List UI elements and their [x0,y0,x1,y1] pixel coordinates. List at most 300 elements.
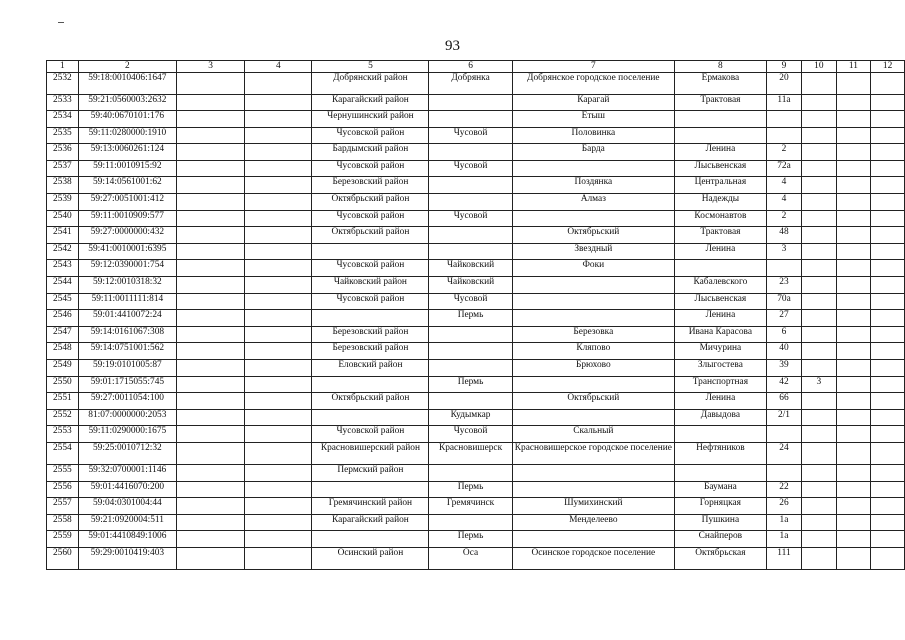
settlement-cell: Барда [512,144,674,161]
settlement-cell: Звездный [512,243,674,260]
cadastral-number-cell: 59:13:0060261:124 [78,144,176,161]
city-cell: Пермь [429,310,512,327]
column-4-cell [245,194,312,211]
house-cell: 26 [766,498,801,515]
column-11-cell [836,72,871,94]
column-11-cell [836,243,871,260]
column-12-cell [871,326,905,343]
house-cell [766,464,801,481]
column-12-cell [871,227,905,244]
column-4-cell [245,426,312,443]
district-cell: Чусовской район [312,160,429,177]
house-cell: 2 [766,144,801,161]
column-12-cell [871,194,905,211]
cadastral-number-cell: 59:32:0700001:1146 [78,464,176,481]
settlement-cell [512,409,674,426]
column-10-cell [802,111,837,128]
column-3-cell [177,160,245,177]
registry-table [46,60,905,570]
district-cell: Березовский район [312,343,429,360]
city-cell [429,464,512,481]
column-10-cell [802,481,837,498]
column-10-cell [802,277,837,294]
district-cell: Пермский район [312,464,429,481]
column-4-cell [245,409,312,426]
column-4-cell [245,94,312,111]
column-3-cell [177,277,245,294]
cadastral-number-cell: 59:41:0010001:6395 [78,243,176,260]
city-cell [429,177,512,194]
district-cell: Чернушинский район [312,111,429,128]
row-number-cell: 2545 [47,293,79,310]
column-11-cell [836,310,871,327]
column-12-cell [871,260,905,277]
column-10-cell: 3 [802,376,837,393]
column-11-cell [836,293,871,310]
table-row [47,426,905,443]
settlement-cell: Поздянка [512,177,674,194]
house-cell: 70а [766,293,801,310]
cadastral-number-cell: 59:27:0011054:100 [78,393,176,410]
column-12-cell [871,442,905,464]
district-cell: Березовский район [312,326,429,343]
column-10-cell [802,293,837,310]
house-cell: 1а [766,531,801,548]
column-3-cell [177,326,245,343]
column-header: 2 [78,61,176,73]
city-cell: Чусовой [429,426,512,443]
house-cell: 72а [766,160,801,177]
column-11-cell [836,227,871,244]
city-cell: Пермь [429,376,512,393]
column-12-cell [871,360,905,377]
table-row [47,243,905,260]
settlement-cell [512,376,674,393]
street-cell: Октябрьская [674,547,766,569]
column-12-cell [871,514,905,531]
cadastral-number-cell: 59:12:0390001:754 [78,260,176,277]
column-4-cell [245,547,312,569]
column-12-cell [871,127,905,144]
column-4-cell [245,227,312,244]
house-cell: 11а [766,94,801,111]
street-cell: Давыдова [674,409,766,426]
column-10-cell [802,442,837,464]
column-11-cell [836,376,871,393]
column-10-cell [802,360,837,377]
district-cell [312,481,429,498]
settlement-cell: Кляпово [512,343,674,360]
column-11-cell [836,277,871,294]
house-cell: 4 [766,194,801,211]
column-11-cell [836,360,871,377]
column-header: 3 [177,61,245,73]
table-row [47,498,905,515]
column-12-cell [871,547,905,569]
street-cell: Пушкина [674,514,766,531]
column-10-cell [802,326,837,343]
column-3-cell [177,111,245,128]
house-cell [766,426,801,443]
street-cell: Ермакова [674,72,766,94]
cadastral-number-cell: 59:04:0301004:44 [78,498,176,515]
cadastral-number-cell: 59:01:4410849:1006 [78,531,176,548]
settlement-cell [512,210,674,227]
city-cell: Чусовой [429,160,512,177]
column-header: 12 [871,61,905,73]
district-cell: Еловский район [312,360,429,377]
column-10-cell [802,144,837,161]
row-number-cell: 2534 [47,111,79,128]
column-3-cell [177,144,245,161]
column-3-cell [177,127,245,144]
table-row [47,442,905,464]
cadastral-number-cell: 59:21:0920004:511 [78,514,176,531]
row-number-cell: 2546 [47,310,79,327]
column-4-cell [245,531,312,548]
table-row [47,277,905,294]
column-3-cell [177,498,245,515]
column-11-cell [836,160,871,177]
city-cell: Чайковский [429,260,512,277]
house-cell [766,111,801,128]
header-row [47,61,905,73]
column-12-cell [871,343,905,360]
settlement-cell: Менделеево [512,514,674,531]
cadastral-number-cell: 59:11:0010915:92 [78,160,176,177]
column-12-cell [871,531,905,548]
district-cell: Осинский район [312,547,429,569]
column-header: 7 [512,61,674,73]
column-3-cell [177,177,245,194]
column-12-cell [871,376,905,393]
row-number-cell: 2551 [47,393,79,410]
row-number-cell: 2537 [47,160,79,177]
column-12-cell [871,144,905,161]
district-cell: Чусовской район [312,260,429,277]
street-cell: Космонавтов [674,210,766,227]
column-3-cell [177,293,245,310]
column-4-cell [245,160,312,177]
street-cell: Баумана [674,481,766,498]
row-number-cell: 2549 [47,360,79,377]
column-12-cell [871,177,905,194]
street-cell: Снайперов [674,531,766,548]
column-4-cell [245,442,312,464]
column-11-cell [836,260,871,277]
cadastral-number-cell: 59:14:0561001:62 [78,177,176,194]
house-cell: 48 [766,227,801,244]
street-cell: Ленина [674,243,766,260]
house-cell: 40 [766,343,801,360]
column-11-cell [836,111,871,128]
column-4-cell [245,277,312,294]
table-row [47,127,905,144]
column-11-cell [836,464,871,481]
street-cell: Транспортная [674,376,766,393]
column-4-cell [245,326,312,343]
settlement-cell: Шумихинский [512,498,674,515]
street-cell: Лысьвенская [674,293,766,310]
column-4-cell [245,343,312,360]
table-row [47,464,905,481]
column-10-cell [802,514,837,531]
column-header: 4 [245,61,312,73]
scan-mark [58,22,64,23]
column-11-cell [836,547,871,569]
column-3-cell [177,409,245,426]
row-number-cell: 2558 [47,514,79,531]
column-12-cell [871,409,905,426]
district-cell: Чусовской район [312,293,429,310]
column-12-cell [871,293,905,310]
column-11-cell [836,409,871,426]
column-4-cell [245,144,312,161]
settlement-cell: Половинка [512,127,674,144]
settlement-cell [512,160,674,177]
cadastral-number-cell: 59:27:0051001:412 [78,194,176,211]
column-10-cell [802,343,837,360]
table-row [47,227,905,244]
house-cell [766,127,801,144]
row-number-cell: 2552 [47,409,79,426]
column-4-cell [245,498,312,515]
house-cell: 39 [766,360,801,377]
column-10-cell [802,310,837,327]
house-cell: 27 [766,310,801,327]
house-cell: 2/1 [766,409,801,426]
table-row [47,310,905,327]
city-cell [429,343,512,360]
cadastral-number-cell: 59:21:0560003:2632 [78,94,176,111]
cadastral-number-cell: 59:11:0280000:1910 [78,127,176,144]
city-cell: Красновишерск [429,442,512,464]
column-3-cell [177,210,245,227]
street-cell: Ленина [674,310,766,327]
column-10-cell [802,426,837,443]
street-cell: Ивана Карасова [674,326,766,343]
column-3-cell [177,531,245,548]
district-cell [312,531,429,548]
column-3-cell [177,343,245,360]
column-3-cell [177,393,245,410]
column-10-cell [802,194,837,211]
settlement-cell [512,277,674,294]
row-number-cell: 2533 [47,94,79,111]
district-cell: Бардымский район [312,144,429,161]
city-cell: Кудымкар [429,409,512,426]
column-11-cell [836,442,871,464]
row-number-cell: 2540 [47,210,79,227]
cadastral-number-cell: 59:19:0101005:87 [78,360,176,377]
street-cell: Ленина [674,393,766,410]
city-cell [429,326,512,343]
city-cell: Пермь [429,531,512,548]
street-cell [674,111,766,128]
column-12-cell [871,72,905,94]
column-11-cell [836,481,871,498]
row-number-cell: 2539 [47,194,79,211]
row-number-cell: 2553 [47,426,79,443]
district-cell: Чусовской район [312,210,429,227]
column-3-cell [177,464,245,481]
column-3-cell [177,442,245,464]
settlement-cell: Брюхово [512,360,674,377]
column-3-cell [177,194,245,211]
column-10-cell [802,260,837,277]
column-3-cell [177,243,245,260]
district-cell [312,376,429,393]
settlement-cell: Красновишерское городское поселение [512,442,674,464]
table-row [47,531,905,548]
street-cell [674,464,766,481]
column-11-cell [836,343,871,360]
row-number-cell: 2557 [47,498,79,515]
house-cell: 1а [766,514,801,531]
column-10-cell [802,531,837,548]
column-header: 10 [802,61,837,73]
settlement-cell: Етыш [512,111,674,128]
row-number-cell: 2538 [47,177,79,194]
table-row [47,293,905,310]
street-cell: Нефтяников [674,442,766,464]
row-number-cell: 2556 [47,481,79,498]
column-12-cell [871,94,905,111]
table-row [47,326,905,343]
city-cell [429,514,512,531]
district-cell [312,243,429,260]
table-row [47,260,905,277]
district-cell: Октябрьский район [312,393,429,410]
table-row [47,376,905,393]
column-3-cell [177,481,245,498]
table-row [47,393,905,410]
table-row [47,360,905,377]
row-number-cell: 2547 [47,326,79,343]
column-4-cell [245,177,312,194]
column-10-cell [802,393,837,410]
settlement-cell [512,531,674,548]
column-11-cell [836,94,871,111]
column-11-cell [836,326,871,343]
street-cell [674,426,766,443]
column-3-cell [177,514,245,531]
city-cell [429,144,512,161]
row-number-cell: 2555 [47,464,79,481]
column-12-cell [871,464,905,481]
table-row [47,160,905,177]
column-4-cell [245,72,312,94]
street-cell: Лысьвенская [674,160,766,177]
city-cell: Гремячинск [429,498,512,515]
column-12-cell [871,426,905,443]
row-number-cell: 2542 [47,243,79,260]
row-number-cell: 2541 [47,227,79,244]
column-header: 8 [674,61,766,73]
settlement-cell [512,464,674,481]
column-4-cell [245,464,312,481]
street-cell: Трактовая [674,227,766,244]
row-number-cell: 2535 [47,127,79,144]
column-4-cell [245,360,312,377]
column-4-cell [245,514,312,531]
column-11-cell [836,531,871,548]
column-10-cell [802,409,837,426]
cadastral-number-cell: 59:01:4410072:24 [78,310,176,327]
column-3-cell [177,547,245,569]
table-row [47,547,905,569]
district-cell: Чайковский район [312,277,429,294]
city-cell: Пермь [429,481,512,498]
column-11-cell [836,144,871,161]
column-3-cell [177,94,245,111]
table-row [47,194,905,211]
street-cell: Центральная [674,177,766,194]
house-cell: 111 [766,547,801,569]
table-row [47,72,905,94]
city-cell [429,194,512,211]
column-10-cell [802,498,837,515]
settlement-cell [512,293,674,310]
district-cell: Карагайский район [312,94,429,111]
column-3-cell [177,360,245,377]
table-row [47,210,905,227]
row-number-cell: 2559 [47,531,79,548]
settlement-cell: Фоки [512,260,674,277]
column-3-cell [177,72,245,94]
cadastral-number-cell: 59:27:0000000:432 [78,227,176,244]
column-11-cell [836,498,871,515]
city-cell: Чусовой [429,210,512,227]
settlement-cell: Октябрьский [512,227,674,244]
street-cell [674,127,766,144]
column-4-cell [245,376,312,393]
city-cell: Чайковский [429,277,512,294]
column-11-cell [836,194,871,211]
district-cell: Добрянский район [312,72,429,94]
row-number-cell: 2550 [47,376,79,393]
column-3-cell [177,426,245,443]
row-number-cell: 2536 [47,144,79,161]
city-cell: Оса [429,547,512,569]
settlement-cell: Добрянское городское поселение [512,72,674,94]
column-4-cell [245,481,312,498]
row-number-cell: 2543 [47,260,79,277]
column-12-cell [871,210,905,227]
district-cell [312,409,429,426]
cadastral-number-cell: 59:01:1715055:745 [78,376,176,393]
column-header: 9 [766,61,801,73]
column-10-cell [802,210,837,227]
cadastral-number-cell: 59:11:0010909:577 [78,210,176,227]
cadastral-number-cell: 59:14:0161067:308 [78,326,176,343]
district-cell [312,310,429,327]
street-cell: Ленина [674,144,766,161]
column-12-cell [871,243,905,260]
house-cell: 3 [766,243,801,260]
column-10-cell [802,127,837,144]
column-header: 11 [836,61,871,73]
column-3-cell [177,227,245,244]
column-11-cell [836,177,871,194]
cadastral-number-cell: 59:11:0011111:814 [78,293,176,310]
house-cell: 2 [766,210,801,227]
city-cell: Чусовой [429,293,512,310]
city-cell [429,111,512,128]
settlement-cell: Березовка [512,326,674,343]
column-12-cell [871,111,905,128]
column-10-cell [802,547,837,569]
